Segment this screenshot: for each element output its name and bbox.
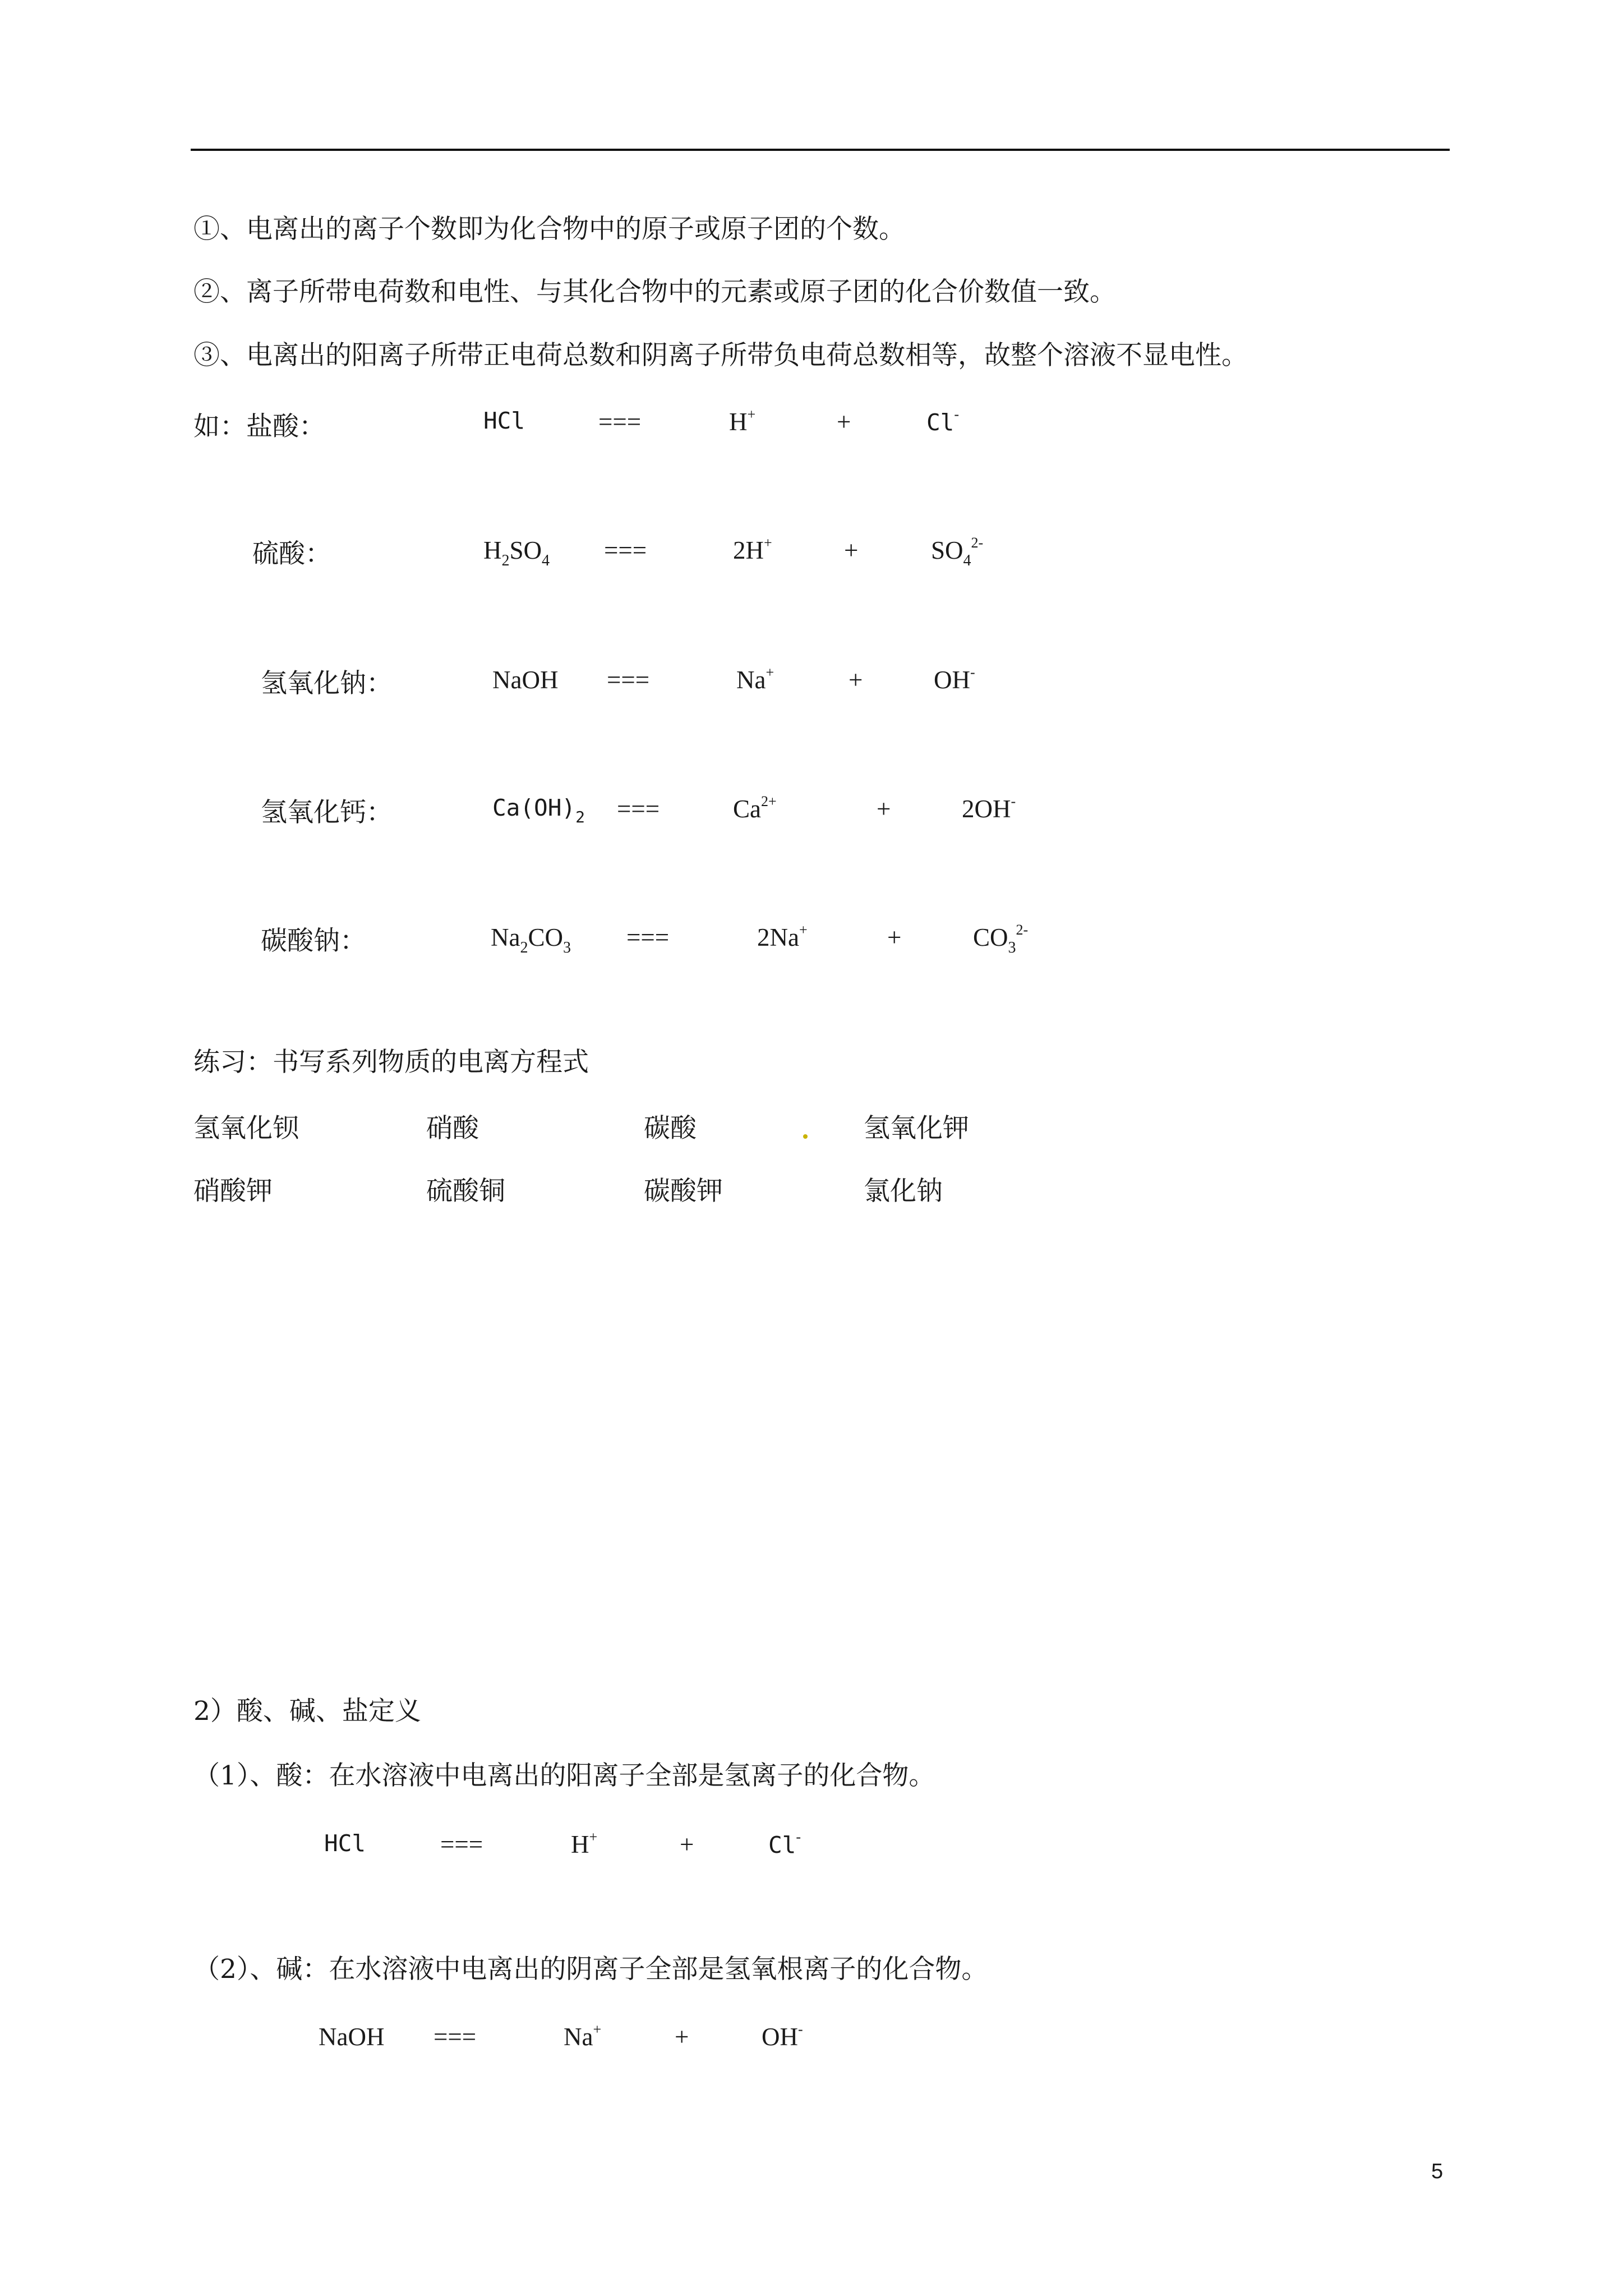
base-definition: （2）、碱：在水溶液中电离出的阴离子全部是氢氧根离子的化合物。 bbox=[193, 1954, 988, 1985]
example-arrow-hcl: === bbox=[598, 408, 642, 436]
example-arrow-h2so4: === bbox=[604, 536, 647, 564]
exercise-title: 练习：书写系列物质的电离方程式 bbox=[193, 1047, 589, 1078]
exercise-item-1-2: 硝酸 bbox=[426, 1113, 479, 1144]
acid-arrow: === bbox=[440, 1830, 483, 1858]
exercise-item-2-2: 硫酸铜 bbox=[426, 1176, 505, 1207]
exercise-item-2-3: 碳酸钾 bbox=[644, 1176, 723, 1207]
page-number: 5 bbox=[1431, 2160, 1444, 2183]
example-cation-naoh: Na+ bbox=[736, 664, 774, 694]
example-plus-caoh2: + bbox=[877, 795, 891, 823]
example-anion-na2co3: $CO_3^{2-}$ bbox=[973, 922, 1029, 956]
intro-paragraph-2: ②、离子所带电荷数和电性、与其化合物中的元素或原子团的化合价数值一致。 bbox=[193, 277, 1116, 307]
acid-formula: HCl bbox=[324, 1830, 366, 1857]
definitions-heading: 2）酸、碱、盐定义 bbox=[193, 1696, 421, 1727]
example-plus-na2co3: + bbox=[887, 923, 902, 951]
example-cation-caoh2: $Ca^{2+}$ bbox=[733, 793, 777, 823]
base-plus: + bbox=[675, 2023, 689, 2051]
example-label-naoh: 氢氧化钠： bbox=[261, 668, 393, 699]
example-label-h2so4: 硫酸： bbox=[252, 539, 331, 569]
exercise-item-1-4: 氢氧化钾 bbox=[864, 1113, 969, 1144]
example-anion-naoh: OH- bbox=[934, 664, 975, 694]
intro-paragraph-1: ①、电离出的离子个数即为化合物中的原子或原子团的个数。 bbox=[193, 214, 905, 245]
acid-cation: H+ bbox=[571, 1829, 598, 1858]
exercise-item-2-1: 硝酸钾 bbox=[193, 1176, 273, 1207]
example-anion-caoh2: 2OH- bbox=[962, 793, 1016, 823]
acid-anion: Cl- bbox=[768, 1829, 801, 1858]
example-formula-naoh: NaOH bbox=[492, 666, 559, 694]
example-plus-naoh: + bbox=[849, 666, 863, 694]
example-label-na2co3: 碳酸钠： bbox=[261, 926, 366, 956]
example-arrow-na2co3: === bbox=[626, 923, 670, 951]
example-anion-hcl: Cl- bbox=[926, 406, 960, 436]
example-cation-na2co3: 2Na+ bbox=[757, 922, 808, 951]
example-formula-caoh2: $Ca(OH)_2$ bbox=[492, 794, 585, 826]
base-formula: NaOH bbox=[319, 2023, 385, 2051]
base-arrow: === bbox=[434, 2023, 477, 2051]
example-formula-hcl: HCl bbox=[483, 407, 525, 434]
intro-paragraph-3: ③、电离出的阳离子所带正电荷总数和阴离子所带负电荷总数相等，故整个溶液不显电性。 bbox=[193, 340, 1248, 371]
example-arrow-naoh: === bbox=[607, 666, 650, 694]
acid-definition: （1）、酸：在水溶液中电离出的阳离子全部是氢离子的化合物。 bbox=[193, 1760, 935, 1791]
example-formula-h2so4: $H_2SO_4$ bbox=[483, 536, 550, 569]
base-cation: Na+ bbox=[564, 2021, 602, 2051]
exercise-item-1-1: 氢氧化钡 bbox=[193, 1113, 299, 1144]
example-cation-h2so4: 2H+ bbox=[733, 535, 772, 564]
exercise-item-1-3: 碳酸 bbox=[644, 1113, 697, 1144]
stray-dot bbox=[803, 1134, 808, 1139]
base-anion: OH- bbox=[762, 2021, 803, 2051]
header-rule bbox=[191, 149, 1450, 151]
example-plus-h2so4: + bbox=[844, 536, 859, 564]
example-formula-na2co3: $Na_2CO_3$ bbox=[491, 923, 571, 956]
exercise-item-2-4: 氯化钠 bbox=[864, 1176, 943, 1207]
example-anion-h2so4: $SO_4^{2-}$ bbox=[931, 535, 984, 569]
example-cation-hcl: H+ bbox=[729, 406, 756, 436]
example-label-caoh2: 氢氧化钙： bbox=[261, 797, 393, 828]
example-plus-hcl: + bbox=[837, 408, 851, 436]
example-arrow-caoh2: === bbox=[617, 795, 660, 823]
acid-plus: + bbox=[680, 1830, 694, 1858]
example-label-hcl: 如：盐酸： bbox=[193, 411, 325, 442]
